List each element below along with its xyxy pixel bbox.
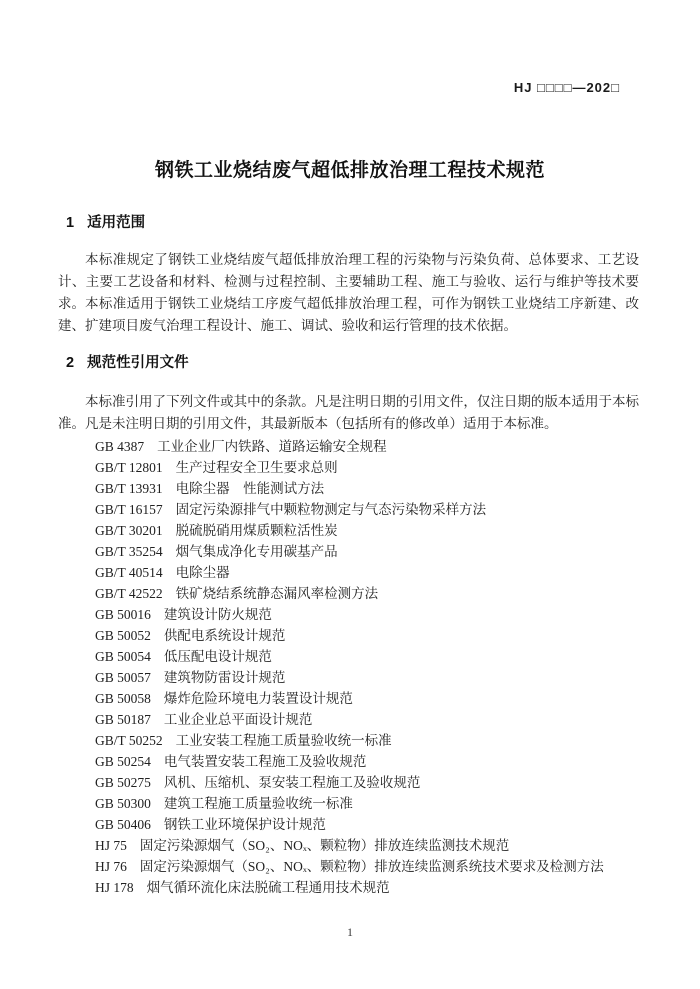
reference-item (95, 499, 655, 520)
reference-code: GB 50406 (95, 817, 151, 832)
reference-code: GB/T 30201 (95, 523, 163, 538)
reference-code: GB/T 12801 (95, 460, 163, 475)
reference-title: 工业企业厂内铁路、道路运输安全规程 (157, 439, 387, 454)
reference-title: 供配电系统设计规范 (163, 628, 286, 643)
reference-code: GB/T 50252 (95, 733, 163, 748)
reference-item (95, 478, 655, 499)
reference-item (95, 562, 655, 583)
reference-title: 烟气循环流化床法脱硫工程通用技术规范 (146, 880, 390, 895)
reference-title: 电气装置安装工程施工及验收规范 (163, 754, 367, 769)
reference-title: 建筑物防雷设计规范 (163, 670, 286, 685)
paragraph-scope-2: 本标准适用于钢铁工业烧结工序废气超低排放治理工程，可作为钢铁工业烧结工序新建、改建、扩建项目废气治理工程设计、施工、调试、验收和运行管理的技术依据。 (58, 296, 639, 333)
reference-code: GB 50016 (95, 607, 151, 622)
reference-code: GB/T 40514 (95, 565, 163, 580)
reference-code: GB 50054 (95, 649, 151, 664)
reference-code: HJ 75 (95, 838, 127, 853)
reference-item (95, 541, 655, 562)
reference-code: GB 50187 (95, 712, 151, 727)
reference-title: 固定污染源烟气（SO₂、NOₓ、颗粒物）排放连续监测技术规范 (139, 838, 510, 853)
reference-item (95, 709, 655, 730)
reference-title: 建筑设计防火规范 (163, 607, 272, 622)
reference-item (95, 730, 655, 751)
reference-item (95, 814, 655, 835)
section-number: 1 (66, 215, 75, 231)
reference-title: 固定污染源排气中颗粒物测定与气态污染物采样方法 (175, 502, 487, 517)
reference-title: 风机、压缩机、泵安装工程施工及验收规范 (163, 775, 421, 790)
reference-title: 脱硫脱硝用煤质颗粒活性炭 (175, 523, 338, 538)
reference-item (95, 520, 655, 541)
section-number: 2 (66, 355, 75, 371)
reference-title: 建筑工程施工质量验收统一标准 (163, 796, 353, 811)
section-title: 适用范围 (87, 215, 146, 231)
section-heading-normative-references (66, 351, 189, 372)
reference-title: 工业企业总平面设计规范 (163, 712, 313, 727)
reference-code: HJ 76 (95, 859, 127, 874)
reference-item (95, 688, 655, 709)
reference-item (95, 625, 655, 646)
reference-title: 铁矿烧结系统静态漏风率检测方法 (175, 586, 379, 601)
reference-code: GB 50254 (95, 754, 151, 769)
reference-code: GB 50058 (95, 691, 151, 706)
section-title: 规范性引用文件 (87, 355, 189, 371)
reference-item (95, 772, 655, 793)
reference-title: 低压配电设计规范 (163, 649, 272, 664)
reference-item (95, 646, 655, 667)
reference-code: GB 50057 (95, 670, 151, 685)
reference-item (95, 793, 655, 814)
standard-number: HJ □□□□—202□ (513, 80, 620, 95)
reference-title: 固定污染源烟气（SO₂、NOₓ、颗粒物）排放连续监测系统技术要求及检测方法 (139, 859, 604, 874)
reference-code: GB 4387 (95, 439, 145, 454)
reference-title: 电除尘器 性能测试方法 (175, 481, 325, 496)
reference-code: GB/T 42522 (95, 586, 163, 601)
reference-code: GB/T 13931 (95, 481, 163, 496)
paragraph-references-intro: 本标准引用了下列文件或其中的条款。凡是注明日期的引用文件，仅注日期的版本适用于本标准。凡是未注明日期的引用文件，其最新版本（包括所有的修改单）适用于本标准。 (58, 394, 639, 431)
reference-code: GB 50052 (95, 628, 151, 643)
reference-item (95, 667, 655, 688)
reference-item (95, 436, 655, 457)
reference-title: 钢铁工业环境保护设计规范 (163, 817, 326, 832)
reference-item (95, 583, 655, 604)
reference-item (95, 856, 655, 877)
reference-code: HJ 178 (95, 880, 134, 895)
section-heading-scope (66, 211, 145, 232)
reference-title: 生产过程安全卫生要求总则 (175, 460, 338, 475)
reference-code: GB 50300 (95, 796, 151, 811)
reference-code: GB/T 16157 (95, 502, 163, 517)
reference-item (95, 457, 655, 478)
reference-item (95, 604, 655, 625)
reference-title: 电除尘器 (175, 565, 230, 580)
reference-title: 工业安装工程施工质量验收统一标准 (175, 733, 392, 748)
reference-code: GB 50275 (95, 775, 151, 790)
reference-title: 爆炸危险环境电力装置设计规范 (163, 691, 353, 706)
reference-code: GB/T 35254 (95, 544, 163, 559)
reference-item (95, 835, 655, 856)
reference-item (95, 751, 655, 772)
reference-item (95, 877, 655, 898)
reference-list (95, 436, 655, 898)
paragraph-scope-1: 本标准规定了钢铁工业烧结废气超低排放治理工程的污染物与污染负荷、总体要求、工艺设计、主要工艺设备和材料、检测与过程控制、主要辅助工程、施工与验收、运行与维护等技术要求。 (58, 252, 639, 311)
document-title: 钢铁工业烧结废气超低排放治理工程技术规范 (154, 160, 545, 181)
page-number: 1 (347, 925, 353, 939)
reference-title: 烟气集成净化专用碳基产品 (175, 544, 338, 559)
